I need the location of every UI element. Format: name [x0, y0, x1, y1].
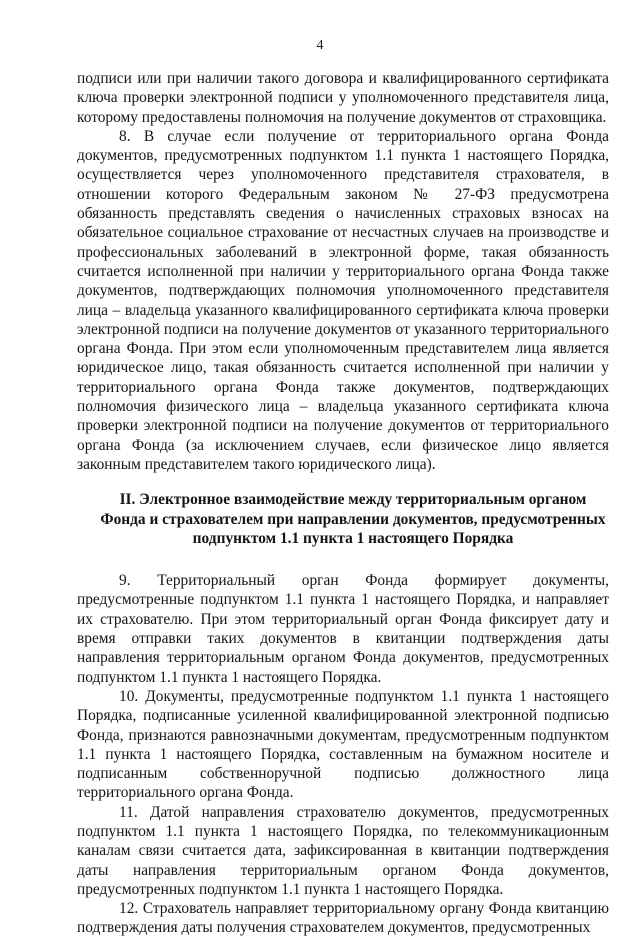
section-heading-line-1: II. Электронное взаимодействие между территориальным органом: [119, 491, 587, 509]
document-body: [77, 69, 609, 938]
paragraph-9: 9. Территориальный орган Фонда формирует документы, предусмотренные подпунктом 1.1 пункта 1 настоящего Порядка, и направляет их страхователю. При этом территориальный орган Фонда фиксирует дату и время отправки таких документов в квитанции подтверждения даты направления территориальным органом Фонда документов, предусмотренных подпунктом 1.1 пункта 1 настоящего Порядка.: [77, 572, 609, 686]
page-number: 4: [316, 38, 324, 53]
paragraph-continuation: подписи или при наличии такого договора и квалифицированного сертификата ключа проверки электронной подписи у уполномоченного представителя лица, которому предоставлены полномочия на получение документов от страховщика.: [77, 70, 609, 126]
section-heading-line-2: Фонда и страхователем при направлении документов, предусмотренных: [100, 510, 606, 528]
paragraph-12: 12. Страхователь направляет территориальному органу Фонда квитанцию подтверждения даты получения страхователем документов, предусмотренных: [77, 900, 609, 937]
paragraph-8: 8. В случае если получение от территориального органа Фонда документов, предусмотренных подпунктом 1.1 пункта 1 настоящего Порядка, осуществляется через уполномоченного представителя страхователя, в отношении которого Федеральным законом № 27-ФЗ предусмотрена обязанность представлять сведения о начисленных страховых взносах на обязательное социальное страхование от несчастных случаев на производстве и профессиональных заболеваний в электронной форме, такая обязанность считается исполненной при наличии у территориального органа Фонда также документов, подтверждающих полномочия уполномоченного представителя лица – владельца указанного квалифицированного сертификата ключа проверки электронной подписи на получение документов от указанного территориального органа Фонда. При этом если уполномоченным представителем лица является юридическое лицо, такая обязанность считается исполненной при наличии у территориального органа Фонда также документов, подтверждающих полномочия физического лица – владельца указанного сертификата ключа проверки электронной подписи на получение документов от территориального органа Фонда (за исключением случаев, если физическое лицо является законным представителем такого юридического лица).: [77, 127, 609, 473]
section-heading-line-3: подпунктом 1.1 пункта 1 настоящего Порядка: [192, 529, 514, 547]
paragraph-11: 11. Датой направления страхователю документов, предусмотренных подпунктом 1.1 пункта 1 настоящего Порядка, по телекоммуникационным каналам связи считается дата, зафиксированная в квитанции подтверждения даты направления территориальным органом Фонда документов, предусмотренных подпунктом 1.1 пункта 1 настоящего Порядка.: [77, 803, 609, 898]
section-heading: [77, 490, 609, 548]
paragraph-10: 10. Документы, предусмотренные подпунктом 1.1 пункта 1 настоящего Порядка, подписанные усиленной квалифицированной электронной подписью Фонда, признаются равнозначными документам, предусмотренным подпунктом 1.1 пункта 1 настоящего Порядка, составленным на бумажном носителе и подписанным собственноручной подписью должностного лица территориального органа Фонда.: [77, 687, 609, 802]
